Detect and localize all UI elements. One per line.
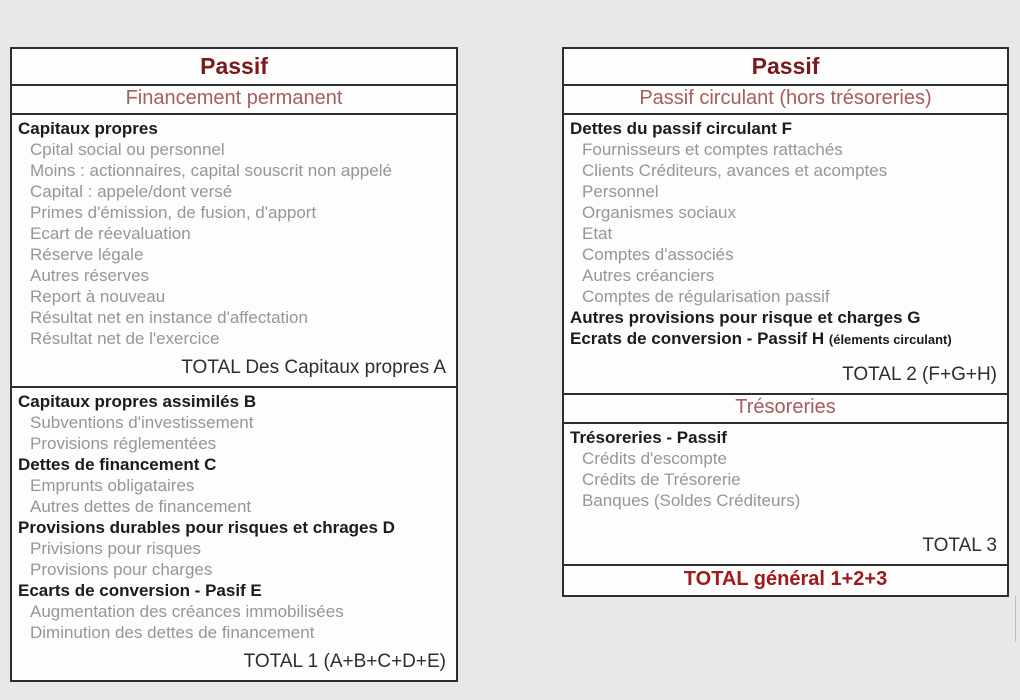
- row-item: Report à nouveau: [30, 287, 166, 306]
- heading-ecarts-conversion-h-note: (élements circulant): [828, 332, 952, 347]
- total-3-row: TOTAL 3: [922, 535, 997, 556]
- row-item: Cpital social ou personnel: [30, 140, 225, 159]
- row-item: Etat: [582, 224, 613, 243]
- total-1-row: TOTAL 1 (A+B+C+D+E): [243, 651, 446, 672]
- total-2-row: TOTAL 2 (F+G+H): [842, 364, 997, 385]
- row-item: Augmentation des créances immobilisées: [30, 602, 344, 621]
- right-table-passif-circulant: [562, 47, 1009, 597]
- row-item: Résultat net de l'exercice: [30, 329, 220, 348]
- row-item: Capital : appele/dont versé: [30, 182, 233, 201]
- row-item: Clients Créditeurs, avances et acomptes: [582, 161, 888, 180]
- row-item: Fournisseurs et comptes rattachés: [582, 140, 843, 159]
- row-item: Autres réserves: [30, 266, 150, 285]
- right-block-tresoreries: [564, 424, 1007, 564]
- total-capitaux-propres-a: TOTAL Des Capitaux propres A: [181, 357, 446, 378]
- heading-autres-provisions-g: Autres provisions pour risque et charges G: [570, 308, 921, 327]
- row-item: Primes d'émission, de fusion, d'apport: [30, 203, 317, 222]
- row-item: Diminution des dettes de financement: [30, 623, 315, 642]
- page-edge-artifact: [1015, 596, 1016, 642]
- heading-capitaux-propres: Capitaux propres: [18, 119, 158, 138]
- right-table-title: Passif: [564, 49, 1007, 86]
- row-item: Banques (Soldes Créditeurs): [582, 491, 801, 510]
- left-section-header-financement-permanent: Financement permanent: [12, 86, 456, 115]
- heading-provisions-durables-d: Provisions durables pour risques et chrages D: [18, 518, 395, 537]
- row-item: Ecart de réevaluation: [30, 224, 191, 243]
- row-item: Provisions pour charges: [30, 560, 213, 579]
- heading-capitaux-propres-assimiles-b: Capitaux propres assimilés B: [18, 392, 257, 411]
- row-item: Organismes sociaux: [582, 203, 737, 222]
- heading-ecarts-de-conversion-e: Ecarts de conversion - Pasif E: [18, 581, 262, 600]
- row-item: Subventions d'investissement: [30, 413, 254, 432]
- row-item: Autres créanciers: [582, 266, 715, 285]
- left-block-autres-financement-permanent: [12, 386, 456, 680]
- row-item: Comptes d'associés: [582, 245, 734, 264]
- heading-ecarts-conversion-h-main: Ecrats de conversion - Passif H: [570, 329, 825, 348]
- left-table-financement-permanent: [10, 47, 458, 682]
- row-item: Crédits de Trésorerie: [582, 470, 741, 489]
- row-item: Privisions pour risques: [30, 539, 202, 558]
- right-section-header-passif-circulant: Passif circulant (hors trésoreries): [564, 86, 1007, 115]
- row-item: Comptes de régularisation passif: [582, 287, 830, 306]
- left-table-title: Passif: [12, 49, 456, 86]
- row-item: Réserve légale: [30, 245, 144, 264]
- left-block-capitaux-propres: [12, 115, 456, 386]
- right-block-passif-circulant: [564, 115, 1007, 393]
- row-item: Autres dettes de financement: [30, 497, 252, 516]
- total-general-row: TOTAL général 1+2+3: [564, 564, 1007, 595]
- heading-dettes-passif-circulant-f: Dettes du passif circulant F: [570, 119, 792, 138]
- row-item: Moins : actionnaires, capital souscrit non appelé: [30, 161, 392, 180]
- row-item: Provisions réglementées: [30, 434, 217, 453]
- heading-dettes-de-financement-c: Dettes de financement C: [18, 455, 217, 474]
- row-item: Emprunts obligataires: [30, 476, 195, 495]
- right-section-header-tresoreries: Trésoreries: [564, 393, 1007, 424]
- heading-ecarts-conversion-h: [570, 328, 1001, 350]
- row-item: Personnel: [582, 182, 659, 201]
- heading-tresoreries-passif: Trésoreries - Passif: [570, 428, 727, 447]
- row-item: Résultat net en instance d'affectation: [30, 308, 308, 327]
- row-item: Crédits d'escompte: [582, 449, 727, 468]
